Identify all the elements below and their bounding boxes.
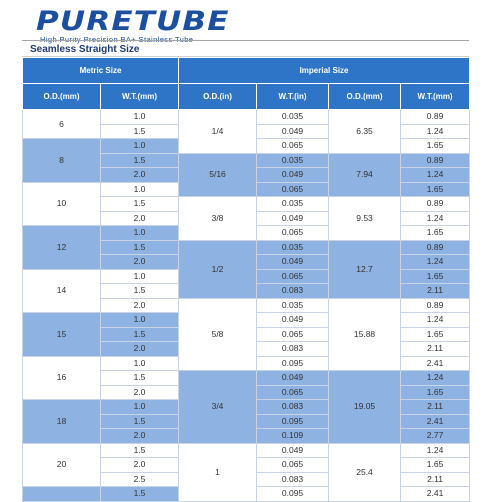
metric-wt-cell: 1.5 bbox=[101, 197, 179, 212]
imperial-wt-mm-cell: 1.65 bbox=[401, 327, 470, 342]
metric-wt-cell: 2.0 bbox=[101, 298, 179, 313]
metric-wt-cell: 1.5 bbox=[101, 443, 179, 458]
imperial-wt-in-cell: 0.035 bbox=[257, 153, 329, 168]
imperial-wt-in-cell: 0.065 bbox=[257, 182, 329, 197]
metric-wt-cell: 1.5 bbox=[101, 240, 179, 255]
imperial-wt-in-cell: 0.095 bbox=[257, 356, 329, 371]
imperial-size-header: Imperial Size bbox=[179, 58, 470, 84]
imperial-wt-in-cell: 0.035 bbox=[257, 197, 329, 212]
metric-wt-cell: 2.0 bbox=[101, 342, 179, 357]
imperial-wt-mm-cell: 1.24 bbox=[401, 371, 470, 386]
logo-text: PURETUBE bbox=[36, 6, 230, 37]
imperial-wt-mm-cell: 1.24 bbox=[401, 443, 470, 458]
col-header-imperial-wt-mm: W.T.(mm) bbox=[401, 84, 470, 110]
imperial-wt-in-cell: 0.065 bbox=[257, 269, 329, 284]
metric-od-cell: 8 bbox=[23, 139, 101, 183]
imperial-wt-mm-cell: 1.65 bbox=[401, 269, 470, 284]
table-group-header-row bbox=[23, 58, 470, 84]
col-header-metric-od: O.D.(mm) bbox=[23, 84, 101, 110]
imperial-od-mm-cell: 19.05 bbox=[329, 371, 401, 444]
imperial-wt-in-cell: 0.035 bbox=[257, 240, 329, 255]
imperial-wt-mm-cell: 1.65 bbox=[401, 385, 470, 400]
metric-wt-cell: 2.0 bbox=[101, 458, 179, 473]
table-row bbox=[23, 110, 470, 125]
imperial-wt-in-cell: 0.083 bbox=[257, 472, 329, 487]
imperial-od-mm-cell: 6.35 bbox=[329, 110, 401, 154]
imperial-od-in-cell: 3/8 bbox=[179, 197, 257, 241]
imperial-wt-mm-cell: 0.89 bbox=[401, 153, 470, 168]
metric-wt-cell: 1.0 bbox=[101, 226, 179, 241]
imperial-wt-mm-cell: 0.89 bbox=[401, 240, 470, 255]
imperial-wt-in-cell: 0.083 bbox=[257, 342, 329, 357]
imperial-od-mm-cell: 25.4 bbox=[329, 443, 401, 501]
brand-logo bbox=[36, 6, 230, 44]
imperial-wt-in-cell: 0.095 bbox=[257, 414, 329, 429]
metric-od-cell bbox=[23, 487, 101, 502]
imperial-wt-in-cell: 0.095 bbox=[257, 487, 329, 502]
imperial-od-in-cell: 1/2 bbox=[179, 240, 257, 298]
imperial-wt-mm-cell: 1.65 bbox=[401, 458, 470, 473]
imperial-wt-mm-cell: 2.41 bbox=[401, 356, 470, 371]
imperial-wt-mm-cell: 1.65 bbox=[401, 139, 470, 154]
imperial-od-in-cell: 5/16 bbox=[179, 153, 257, 197]
metric-od-cell: 10 bbox=[23, 182, 101, 226]
table-column-header-row bbox=[23, 84, 470, 110]
imperial-wt-in-cell: 0.049 bbox=[257, 443, 329, 458]
imperial-wt-in-cell: 0.049 bbox=[257, 124, 329, 139]
metric-wt-cell: 1.5 bbox=[101, 284, 179, 299]
metric-wt-cell: 1.5 bbox=[101, 414, 179, 429]
metric-wt-cell: 1.0 bbox=[101, 269, 179, 284]
imperial-wt-in-cell: 0.035 bbox=[257, 110, 329, 125]
imperial-od-in-cell: 5/8 bbox=[179, 298, 257, 371]
imperial-wt-mm-cell: 0.89 bbox=[401, 110, 470, 125]
imperial-od-in-cell: 1/4 bbox=[179, 110, 257, 154]
imperial-wt-mm-cell: 1.24 bbox=[401, 211, 470, 226]
metric-wt-cell: 1.0 bbox=[101, 313, 179, 328]
imperial-wt-mm-cell: 1.24 bbox=[401, 124, 470, 139]
section-title: Seamless Straight Size bbox=[30, 44, 140, 55]
metric-wt-cell: 2.0 bbox=[101, 255, 179, 270]
imperial-wt-mm-cell: 1.65 bbox=[401, 226, 470, 241]
imperial-wt-mm-cell: 1.24 bbox=[401, 255, 470, 270]
col-header-imperial-od-mm: O.D.(mm) bbox=[329, 84, 401, 110]
imperial-wt-mm-cell: 2.41 bbox=[401, 487, 470, 502]
imperial-wt-mm-cell: 1.65 bbox=[401, 182, 470, 197]
size-table bbox=[22, 57, 470, 502]
metric-wt-cell: 1.0 bbox=[101, 182, 179, 197]
metric-wt-cell: 1.5 bbox=[101, 371, 179, 386]
imperial-wt-mm-cell: 0.89 bbox=[401, 197, 470, 212]
metric-wt-cell: 1.0 bbox=[101, 356, 179, 371]
metric-od-cell: 12 bbox=[23, 226, 101, 270]
imperial-wt-in-cell: 0.049 bbox=[257, 255, 329, 270]
header-divider bbox=[22, 40, 469, 41]
imperial-wt-in-cell: 0.065 bbox=[257, 327, 329, 342]
imperial-wt-in-cell: 0.049 bbox=[257, 313, 329, 328]
imperial-wt-in-cell: 0.065 bbox=[257, 385, 329, 400]
metric-wt-cell: 1.5 bbox=[101, 153, 179, 168]
imperial-od-mm-cell: 9.53 bbox=[329, 197, 401, 241]
metric-wt-cell: 2.5 bbox=[101, 472, 179, 487]
metric-wt-cell: 1.0 bbox=[101, 139, 179, 154]
imperial-wt-mm-cell: 2.11 bbox=[401, 400, 470, 415]
metric-wt-cell: 1.0 bbox=[101, 110, 179, 125]
imperial-wt-mm-cell: 1.24 bbox=[401, 313, 470, 328]
imperial-wt-in-cell: 0.049 bbox=[257, 371, 329, 386]
imperial-wt-mm-cell: 2.77 bbox=[401, 429, 470, 444]
table-row bbox=[23, 443, 470, 458]
imperial-wt-mm-cell: 1.24 bbox=[401, 168, 470, 183]
metric-od-cell: 16 bbox=[23, 356, 101, 400]
imperial-od-mm-cell: 12.7 bbox=[329, 240, 401, 298]
imperial-wt-mm-cell: 2.11 bbox=[401, 284, 470, 299]
imperial-wt-in-cell: 0.083 bbox=[257, 284, 329, 299]
imperial-wt-mm-cell: 2.41 bbox=[401, 414, 470, 429]
metric-od-cell: 6 bbox=[23, 110, 101, 139]
imperial-od-mm-cell: 15.88 bbox=[329, 298, 401, 371]
imperial-wt-in-cell: 0.109 bbox=[257, 429, 329, 444]
metric-wt-cell: 2.0 bbox=[101, 168, 179, 183]
imperial-wt-in-cell: 0.049 bbox=[257, 211, 329, 226]
metric-od-cell: 14 bbox=[23, 269, 101, 313]
col-header-imperial-wt-in: W.T.(in) bbox=[257, 84, 329, 110]
metric-od-cell: 18 bbox=[23, 400, 101, 444]
imperial-wt-in-cell: 0.065 bbox=[257, 226, 329, 241]
col-header-imperial-od-in: O.D.(in) bbox=[179, 84, 257, 110]
metric-wt-cell: 2.0 bbox=[101, 211, 179, 226]
metric-wt-cell: 2.0 bbox=[101, 385, 179, 400]
metric-wt-cell: 1.5 bbox=[101, 327, 179, 342]
table-body bbox=[23, 110, 470, 502]
imperial-wt-in-cell: 0.083 bbox=[257, 400, 329, 415]
col-header-metric-wt: W.T.(mm) bbox=[101, 84, 179, 110]
imperial-wt-in-cell: 0.035 bbox=[257, 298, 329, 313]
metric-wt-cell: 1.5 bbox=[101, 487, 179, 502]
metric-wt-cell: 1.5 bbox=[101, 124, 179, 139]
metric-od-cell: 15 bbox=[23, 313, 101, 357]
imperial-wt-mm-cell: 2.11 bbox=[401, 472, 470, 487]
metric-wt-cell: 2.0 bbox=[101, 429, 179, 444]
imperial-wt-mm-cell: 2.11 bbox=[401, 342, 470, 357]
metric-wt-cell: 1.0 bbox=[101, 400, 179, 415]
metric-od-cell: 20 bbox=[23, 443, 101, 487]
imperial-od-in-cell: 1 bbox=[179, 443, 257, 501]
imperial-od-in-cell: 3/4 bbox=[179, 371, 257, 444]
imperial-wt-in-cell: 0.065 bbox=[257, 458, 329, 473]
metric-size-header: Metric Size bbox=[23, 58, 179, 84]
imperial-wt-in-cell: 0.049 bbox=[257, 168, 329, 183]
imperial-od-mm-cell: 7.94 bbox=[329, 153, 401, 197]
imperial-wt-in-cell: 0.065 bbox=[257, 139, 329, 154]
imperial-wt-mm-cell: 0.89 bbox=[401, 298, 470, 313]
